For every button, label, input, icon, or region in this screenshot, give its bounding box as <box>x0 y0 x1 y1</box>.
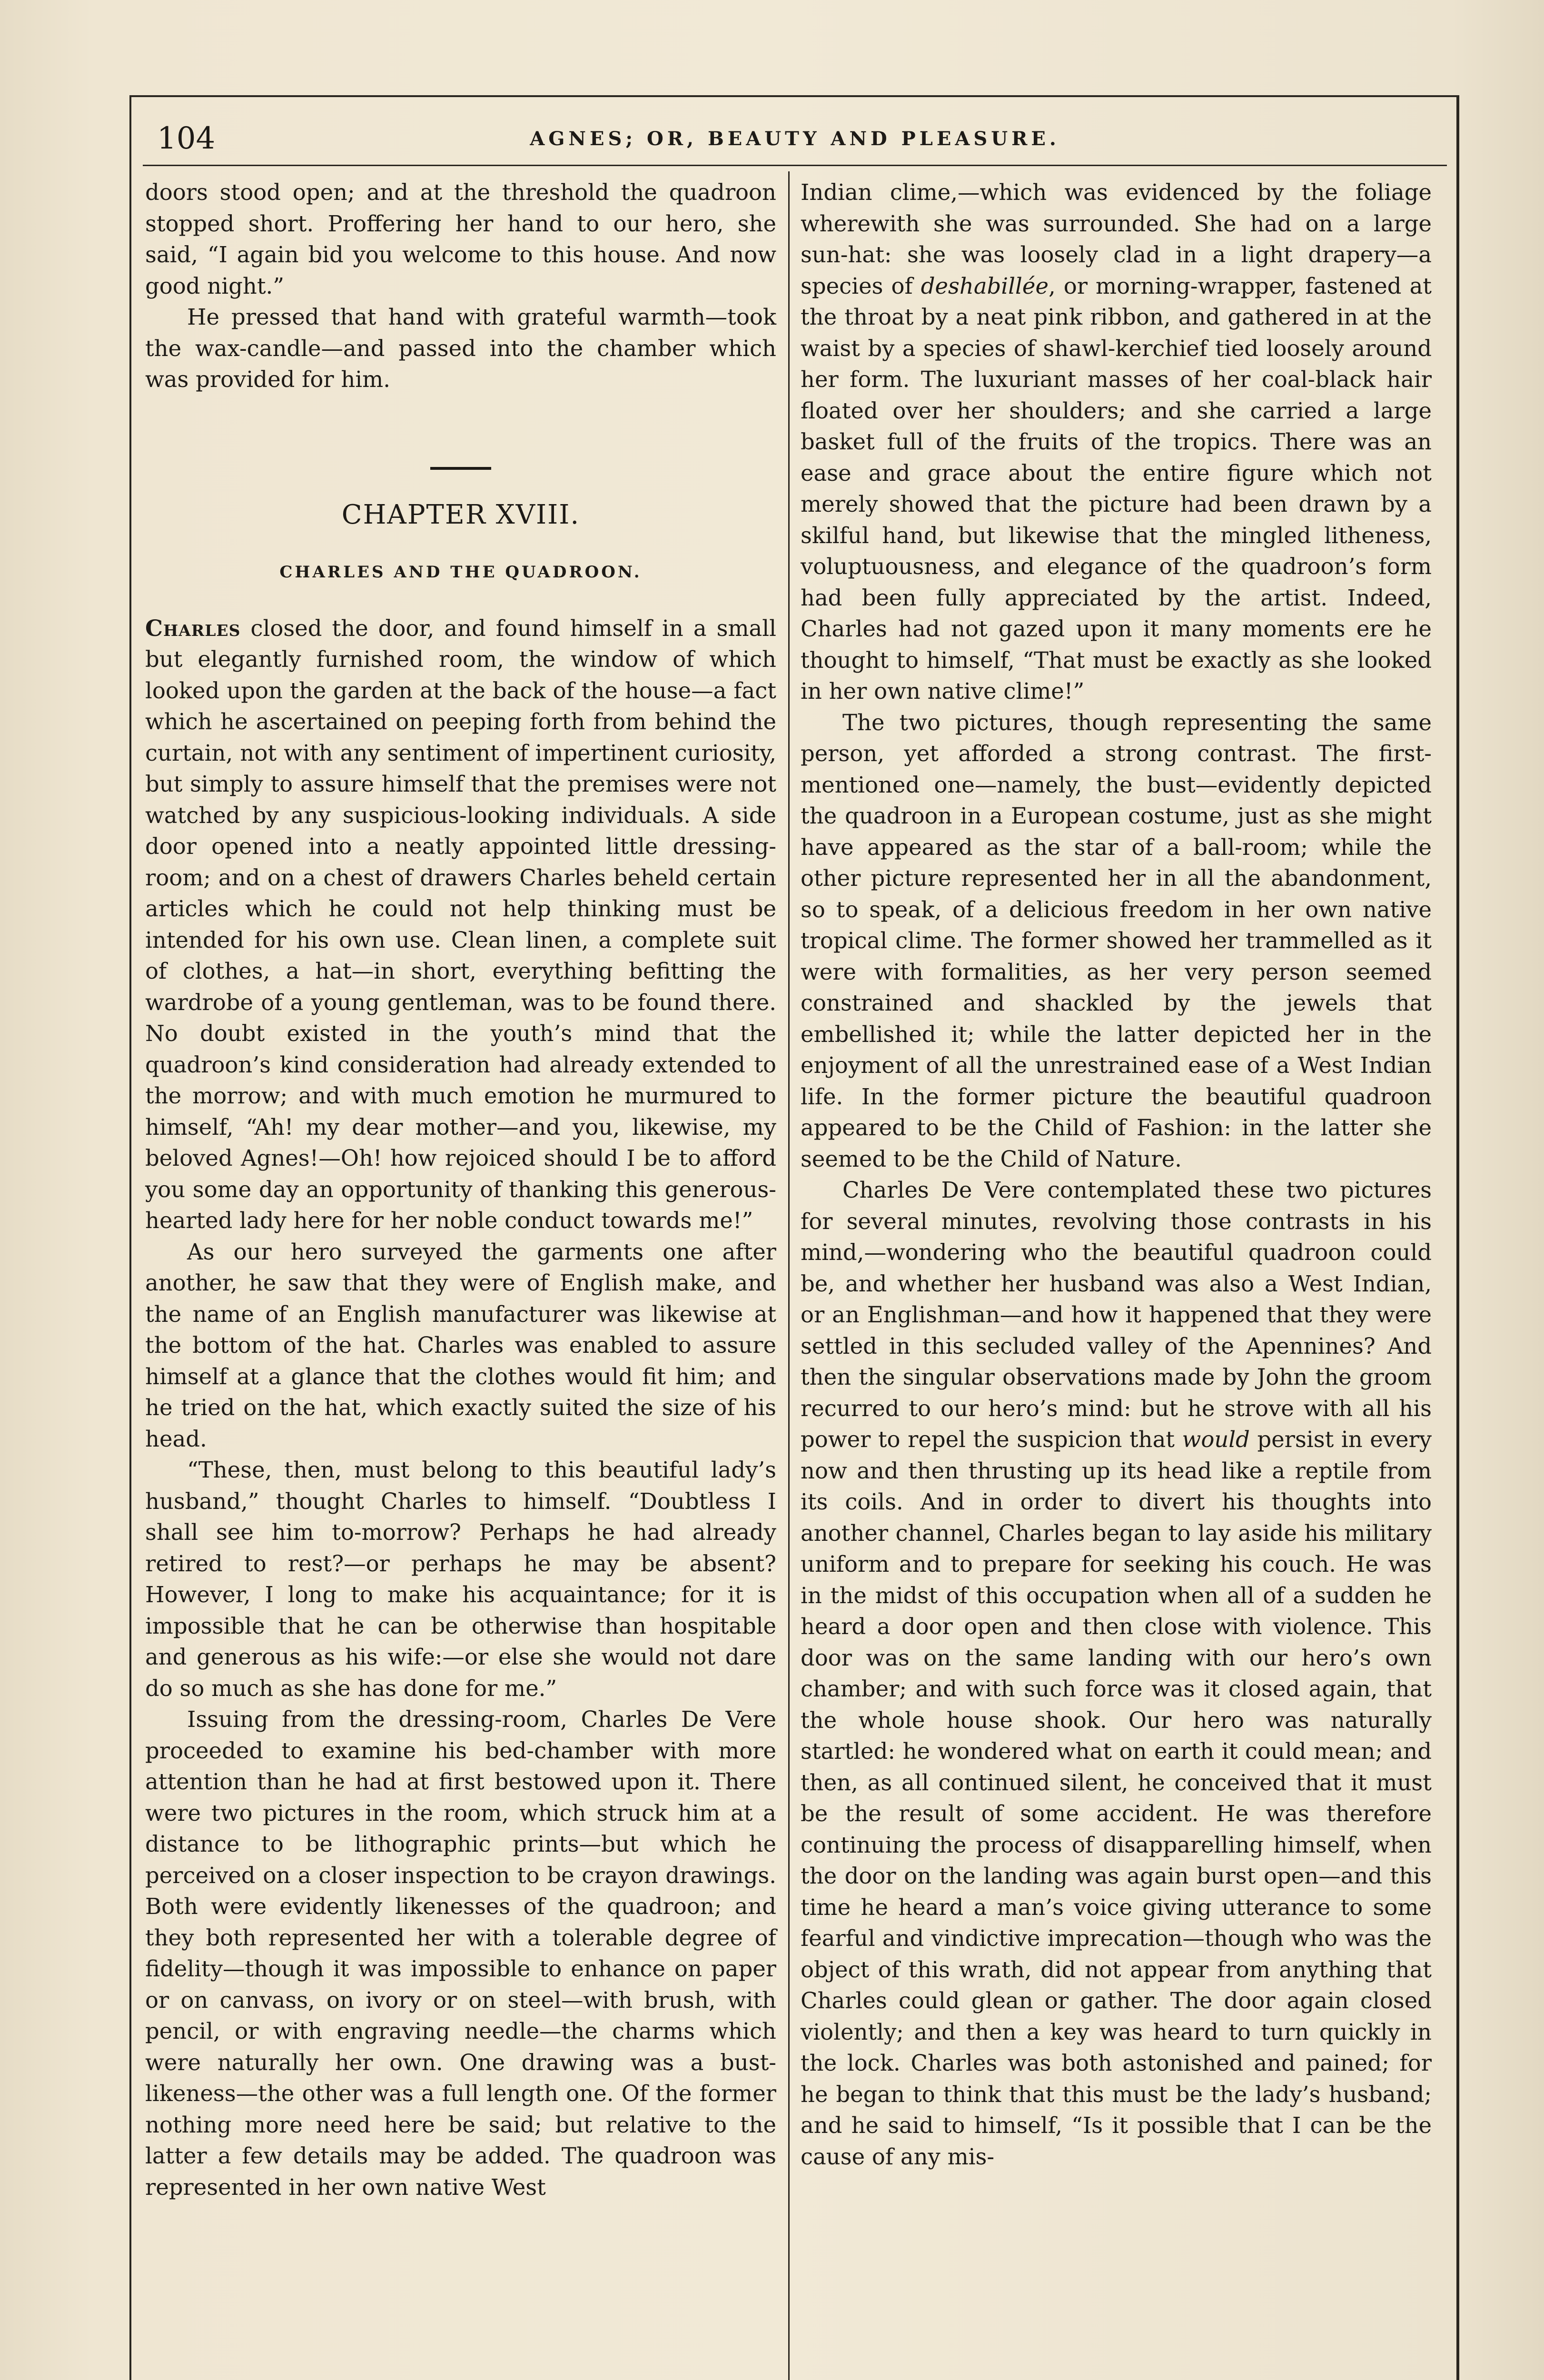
chapter-title: CHAPTER XVIII. <box>341 499 580 530</box>
page-header <box>143 112 1447 166</box>
paragraph <box>801 177 1432 707</box>
column-divider <box>788 171 790 2380</box>
paragraph <box>145 613 776 1237</box>
italic-word: deshabillée <box>920 273 1049 299</box>
drop-word: Charles <box>145 615 241 641</box>
paragraph-text: Indian clime,—which was evidenced by the foliage wherewith she was surrounded. She had on a large sun-hat: she was loosely clad in a light drapery—a species of <box>801 179 1432 299</box>
section-rule <box>430 467 491 470</box>
paragraph <box>801 1175 1432 2172</box>
paragraph: “These, then, must belong to this beautiful lady’s husband,” thought Charles to himself. “Doubtless I shall see him to-morrow? Perhaps he had already retired to rest?—or perhaps he may be absent? However, I long to make his acquaintance; for it is impossible that he can be otherwise than hospitable and generous as his wife:—or else she would not dare do so much as she has done for me.” <box>145 1457 776 1701</box>
paragraph: He pressed that hand with grateful warmth—took the wax-candle—and passed into the chamber which was provided for him. <box>145 304 776 392</box>
paragraph: As our hero surveyed the garments one after another, he saw that they were of English make, and the name of an English manufacturer was likewise at the bottom of the hat. Charles was enabled to assure himself at a glance that the clothes would fit him; and he tried on the hat, which exactly suited the size of his head. <box>145 1239 776 1452</box>
paragraph-text: , or morning-wrapper, fastened at the throat by a neat pink ribbon, and gathered in at the waist by a species of shawl-kerchief tied loosely around her form. The luxuriant masses of her coal-black hair floated over her shoulders; and she carried a large basket full of the fruits of the tropics. There was an ease and grace about the entire figure which not merely showed that the picture had been drawn by a skilful hand, but likewise that the mingled litheness, voluptuousness, and elegance of the quadroon’s form had been fully appreciated by the artist. Indeed, Charles had not gazed upon it many moments ere he thought to himself, “That must be exactly as she looked in her own native clime!” <box>801 273 1432 704</box>
running-title: AGNES; OR, BEAUTY AND PLEASURE. <box>530 128 1060 150</box>
paragraph: The two pictures, though representing the same person, yet afforded a strong contrast. The first-mentioned one—namely, the bust—evidently depicted the quadroon in a European costume, just as she might have appeared as the star of a ball-room; while the other picture represented her in all the abandonment, so to speak, of a delicious freedom in her own native tropical clime. The former showed her trammelled as it were with formalities, as her very person seemed constrained and shackled by the jewels that embellished it; while the latter depicted her in the enjoyment of all the unrestrained ease of a West Indian life. In the former picture the beautiful quadroon appeared to be the Child of Fashion: in the latter she seemed to be the Child of Nature. <box>801 709 1432 1172</box>
paragraph-text: closed the door, and found himself in a small but elegantly furnished room, the window of which looked upon the garden at the back of the house—a fact which he ascertained on peeping forth from behind the curtain, not with any sentiment of impertinent curiosity, but simply to assure himself that the premises were not watched by any suspicious-looking individuals. A side door opened into a neatly appointed little dressing-room; and on a chest of drawers Charles beheld certain articles which he could not help thinking must be intended for his own use. Clean linen, a complete suit of clothes, a hat—in short, everything befitting the wardrobe of a young gentleman, was to be found there. No doubt existed in the youth’s mind that the quadroon’s kind consideration had already extended to the morrow; and with much emotion he murmured to himself, “Ah! my dear mother—and you, likewise, my beloved Agnes!—Oh! how rejoiced should I be to afford you some day an opportunity of thanking this generous-hearted lady here for her noble conduct towards me!” <box>145 615 776 1233</box>
left-column <box>145 177 776 2203</box>
paragraph: doors stood open; and at the threshold the quadroon stopped short. Proffering her hand to our hero, she said, “I again bid you welcome to this house. And now good night.” <box>145 179 776 299</box>
right-column <box>801 177 1432 2172</box>
page-number: 104 <box>157 121 216 156</box>
paragraph-text: Charles De Vere contemplated these two pictures for several minutes, revolving those contrasts in his mind,—wondering who the beautiful quadroon could be, and whether her husband was also a West Indian, or an Englishman—and how it happened that they were settled in this secluded valley of the Apennines? And then the singular observations made by John the groom recurred to our hero’s mind: but he strove with all his power to repel the suspicion that <box>801 1177 1432 1452</box>
chapter-subtitle: CHARLES AND THE QUADROON. <box>279 562 642 582</box>
italic-word: would <box>1182 1427 1250 1452</box>
paragraph: Issuing from the dressing-room, Charles De Vere proceeded to examine his bed-chamber with more attention than he had at first bestowed upon it. There were two pictures in the room, which struck him at a distance to be lithographic prints—but which he perceived on a closer inspection to be crayon drawings. Both were evidently likenesses of the quadroon; and they both represented her with a tolerable degree of fidelity—though it was impossible to enhance on paper or on canvass, on ivory or on steel—with brush, with pencil, or with engraving needle—the charms which were naturally her own. One drawing was a bust-likeness—the other was a full length one. Of the former nothing more need here be said; but relative to the latter a few details may be added. The quadroon was represented in her own native West <box>145 1706 776 2200</box>
paragraph-text: persist in every now and then thrusting up its head like a reptile from its coils. And in order to divert his thoughts into another channel, Charles began to lay aside his military uniform and to prepare for seeking his couch. He was in the midst of this occupation when all of a sudden he heard a door open and then close with violence. This door was on the same landing with our hero’s own chamber; and with such force was it closed again, that the whole house shook. Our hero was naturally startled: he wondered what on earth it could mean; and then, as all continued silent, he conceived that it must be the result of some accident. He was therefore continuing the process of disapparelling himself, when the door on the landing was again burst open—and this time he heard a man’s voice giving utterance to some fearful and vindictive imprecation—though who was the object of this wrath, did not appear from anything that Charles could glean or gather. The door again closed violently; and then a key was heard to turn quickly in the lock. Charles was both astonished and pained; for he began to think that this must be the lady’s husband; and he said to himself, “Is it possible that I can be the cause of any mis- <box>801 1427 1432 2170</box>
